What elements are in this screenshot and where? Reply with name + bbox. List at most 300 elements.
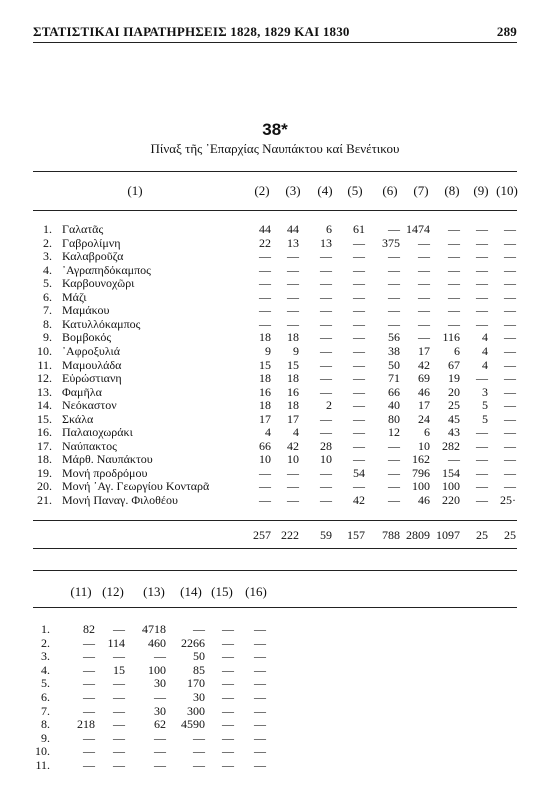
table-cell: 116	[442, 330, 460, 345]
table-cell: —	[320, 493, 332, 507]
part1-top-rule	[33, 171, 517, 172]
table-cell: 218	[77, 717, 95, 732]
table-title: Πίναξ τῆς ᾿Επαρχίας Ναυπάκτου καί Βενέτικου	[150, 141, 400, 156]
total-cell: 1097	[436, 528, 460, 542]
table-cell: —	[353, 438, 365, 453]
table-cell: —	[504, 235, 516, 250]
table-cell: —	[353, 262, 365, 277]
table-cell: —	[418, 316, 430, 331]
table-cell: —	[83, 703, 95, 718]
table-cell: —	[320, 330, 332, 345]
table-cell: 300	[187, 703, 205, 718]
row-number: 5.	[41, 676, 50, 691]
table-cell: —	[259, 289, 271, 304]
row-place-name: Γαβρολίμνη	[62, 235, 121, 250]
row-place-name: Μαμουλάδα	[62, 357, 122, 372]
row-number: 11.	[37, 357, 52, 372]
table-cell: —	[287, 316, 299, 331]
table-cell: —	[353, 452, 365, 467]
table-cell: —	[320, 357, 332, 372]
table-cell: —	[222, 730, 234, 745]
table-cell: —	[259, 493, 271, 507]
table-cell: —	[476, 222, 488, 236]
row-number: 3.	[41, 649, 50, 664]
table-cell: 375	[382, 235, 400, 250]
column-header: (5)	[347, 183, 363, 198]
total-cell: 222	[281, 528, 299, 542]
column-header: (7)	[413, 183, 429, 198]
table-cell: 3	[482, 384, 488, 399]
table-cell: —	[254, 730, 266, 745]
table-cell: 30	[154, 676, 166, 691]
table-cell: —	[254, 703, 266, 718]
table-cell: —	[353, 411, 365, 426]
row-place-name: ᾿Αφροξυλιά	[62, 343, 121, 358]
table-cell: —	[448, 289, 460, 304]
table-cell: —	[320, 479, 332, 494]
table-cell: 42	[353, 493, 365, 507]
table-cell: —	[504, 289, 516, 304]
column-header: (11)	[70, 584, 92, 599]
table-cell: —	[504, 262, 516, 277]
row-number: 10.	[37, 343, 52, 358]
table-cell: —	[448, 262, 460, 277]
table-cell: 18	[287, 371, 299, 386]
row-number: 7.	[41, 703, 50, 718]
table-cell: 170	[187, 676, 205, 691]
table-cell: —	[353, 303, 365, 318]
row-number: 9.	[43, 330, 52, 345]
total-cell: 257	[253, 528, 271, 542]
column-header: (2)	[254, 183, 270, 198]
table-cell: 44	[287, 222, 299, 236]
column-header: (4)	[317, 183, 333, 198]
table-cell: —	[504, 438, 516, 453]
table-cell: 4718	[142, 622, 166, 636]
row-number: 11.	[35, 758, 50, 772]
table-cell: 15	[259, 357, 271, 372]
table-cell: 796	[412, 465, 430, 480]
table-cell: —	[287, 276, 299, 291]
table-cell: —	[320, 465, 332, 480]
table-cell: —	[154, 649, 166, 664]
table-cell: —	[448, 235, 460, 250]
row-number: 12.	[37, 371, 52, 386]
table-cell: —	[83, 690, 95, 704]
table-cell: —	[353, 371, 365, 386]
table-cell: —	[504, 398, 516, 413]
table-cell: —	[222, 744, 234, 759]
table-cell: —	[193, 622, 205, 636]
table-cell: —	[504, 371, 516, 386]
table-cell: 56	[388, 330, 400, 345]
row-number: 1.	[41, 622, 50, 636]
table-cell: 67	[448, 357, 460, 372]
table-cell: —	[476, 262, 488, 277]
table-cell: 61	[353, 222, 365, 236]
table-cell: 10	[287, 452, 299, 467]
table-cell: 25	[448, 398, 460, 413]
table-cell: 162	[412, 452, 430, 467]
table-cell: 5	[482, 398, 488, 413]
row-place-name: Εὐρώστιανη	[62, 371, 122, 386]
table-cell: —	[113, 730, 125, 745]
table-cell: —	[418, 276, 430, 291]
part1-bottom-rule	[33, 548, 517, 549]
table-cell: 100	[412, 479, 430, 494]
table-cell: —	[448, 276, 460, 291]
table-cell: 17	[287, 411, 299, 426]
table-cell: 50	[388, 357, 400, 372]
row-place-name: Ναύπακτος	[62, 438, 117, 453]
table-cell: 25·	[500, 493, 516, 507]
table-cell: —	[476, 276, 488, 291]
table-cell: —	[222, 635, 234, 650]
table-cell: —	[259, 249, 271, 264]
column-header: (6)	[382, 183, 398, 198]
table-cell: —	[113, 703, 125, 718]
table-cell: —	[353, 425, 365, 440]
table-cell: —	[320, 303, 332, 318]
row-number: 10.	[35, 744, 50, 759]
table-cell: —	[254, 744, 266, 759]
table-cell: —	[254, 649, 266, 664]
table-cell: —	[320, 276, 332, 291]
table-cell: —	[476, 371, 488, 386]
table-cell: 50	[193, 649, 205, 664]
table-cell: —	[254, 635, 266, 650]
row-number: 2.	[43, 235, 52, 250]
table-cell: —	[259, 303, 271, 318]
table-cell: 12	[388, 425, 400, 440]
table-cell: —	[222, 649, 234, 664]
table-cell: —	[476, 465, 488, 480]
table-cell: —	[193, 730, 205, 745]
column-header: (8)	[444, 183, 460, 198]
part2-header-rule	[33, 607, 517, 608]
table-cell: —	[222, 690, 234, 704]
row-place-name: Παλαιοχωράκι	[62, 425, 133, 440]
row-number: 8.	[41, 717, 50, 732]
table-cell: 42	[418, 357, 430, 372]
row-place-name: Βομβοκός	[62, 330, 112, 345]
table-cell: —	[504, 276, 516, 291]
table-cell: —	[388, 438, 400, 453]
table-cell: —	[320, 343, 332, 358]
table-cell: 4	[293, 425, 299, 440]
table-cell: 66	[388, 384, 400, 399]
table-cell: 44	[259, 222, 271, 236]
table-cell: —	[254, 717, 266, 732]
row-number: 4.	[41, 662, 50, 677]
total-cell: 788	[382, 528, 400, 542]
table-cell: —	[353, 276, 365, 291]
table-cell: 114	[107, 635, 125, 650]
table-cell: —	[193, 744, 205, 759]
table-cell: —	[320, 384, 332, 399]
table-cell: 82	[83, 622, 95, 636]
table-cell: —	[448, 222, 460, 236]
row-place-name: Μάρθ. Ναυπάκτου	[62, 452, 153, 467]
table-cell: 13	[287, 235, 299, 250]
table-cell: 18	[259, 330, 271, 345]
table-cell: 282	[442, 438, 460, 453]
table-cell: —	[320, 371, 332, 386]
table-cell: 24	[418, 411, 430, 426]
table-cell: —	[388, 276, 400, 291]
part1-header-rule	[33, 210, 517, 211]
table-cell: 28	[320, 438, 332, 453]
column-header: (16)	[245, 584, 267, 599]
table-cell: 9	[293, 343, 299, 358]
row-place-name: Μονή Παναγ. Φιλοθέου	[62, 493, 178, 507]
table-cell: —	[388, 222, 400, 236]
running-title: ΣΤΑΤΙΣΤΙΚΑΙ ΠΑΡΑΤΗΡΗΣΕΙΣ 1828, 1829 ΚΑΙ 1830	[33, 24, 350, 39]
row-number: 18.	[37, 452, 52, 467]
table-cell: —	[476, 289, 488, 304]
table-cell: —	[476, 235, 488, 250]
row-place-name: Μονή ᾿Αγ. Γεωργίου Κονταρᾶ	[62, 479, 210, 494]
table-cell: 20	[448, 384, 460, 399]
row-place-name: Καρβουνοχῶρι	[62, 276, 135, 291]
table-cell: —	[113, 676, 125, 691]
table-cell: —	[154, 730, 166, 745]
table-cell: —	[504, 411, 516, 426]
table-cell: 4	[482, 330, 488, 345]
row-number: 5.	[43, 276, 52, 291]
table-cell: —	[504, 425, 516, 440]
column-header: (12)	[102, 584, 124, 599]
table-cell: —	[504, 357, 516, 372]
row-place-name: Νεόκαστον	[62, 398, 117, 413]
table-cell: 30	[154, 703, 166, 718]
page-number: 289	[496, 24, 517, 39]
table-cell: 30	[193, 690, 205, 704]
table-cell: —	[448, 452, 460, 467]
table-cell: 17	[259, 411, 271, 426]
table-cell: —	[254, 758, 266, 772]
table-cell: —	[448, 303, 460, 318]
table-cell: —	[259, 276, 271, 291]
table-cell: —	[287, 262, 299, 277]
table-cell: 46	[418, 493, 430, 507]
table-cell: 18	[287, 398, 299, 413]
table-cell: —	[388, 452, 400, 467]
table-cell: 18	[259, 398, 271, 413]
row-number: 7.	[43, 303, 52, 318]
table-cell: —	[388, 493, 400, 507]
table-cell: —	[476, 249, 488, 264]
table-cell: —	[388, 316, 400, 331]
table-cell: 2266	[181, 635, 205, 650]
table-cell: 16	[287, 384, 299, 399]
table-cell: 4	[265, 425, 271, 440]
table-cell: —	[418, 330, 430, 345]
column-header: (10)	[496, 183, 518, 198]
table-cell: —	[113, 744, 125, 759]
table-cell: —	[504, 316, 516, 331]
table-cell: 42	[287, 438, 299, 453]
total-cell: 157	[347, 528, 365, 542]
table-cell: —	[83, 649, 95, 664]
table-cell: —	[254, 662, 266, 677]
table-cell: —	[418, 303, 430, 318]
table-cell: —	[83, 676, 95, 691]
table-cell: —	[287, 479, 299, 494]
running-head	[33, 24, 517, 40]
table-cell: —	[320, 249, 332, 264]
table-cell: 100	[442, 479, 460, 494]
table-cell: —	[353, 330, 365, 345]
table-cell: —	[388, 465, 400, 480]
column-header: (3)	[285, 183, 301, 198]
table-cell: 154	[442, 465, 460, 480]
table-cell: 6	[326, 222, 332, 236]
table-cell: —	[320, 289, 332, 304]
table-cell: 43	[448, 425, 460, 440]
row-place-name: ᾿Αγραπηδόκαμπος	[62, 262, 151, 277]
row-number: 14.	[37, 398, 52, 413]
table-cell: —	[504, 330, 516, 345]
table-cell: 18	[287, 330, 299, 345]
row-place-name: Φαμῆλα	[62, 384, 102, 399]
table-cell: —	[222, 703, 234, 718]
table-cell: —	[353, 398, 365, 413]
table-cell: —	[504, 465, 516, 480]
table-cell: 6	[424, 425, 430, 440]
table-cell: —	[222, 676, 234, 691]
row-number: 21.	[37, 493, 52, 507]
table-cell: —	[287, 465, 299, 480]
table-cell: —	[83, 730, 95, 745]
table-cell: —	[320, 411, 332, 426]
table-cell: —	[83, 662, 95, 677]
table-cell: —	[353, 235, 365, 250]
table-cell: 4590	[181, 717, 205, 732]
table-cell: —	[504, 222, 516, 236]
table-cell: 1474	[406, 222, 430, 236]
table-cell: —	[320, 316, 332, 331]
table-cell: —	[259, 465, 271, 480]
table-cell: —	[222, 758, 234, 772]
table-cell: 460	[148, 635, 166, 650]
table-cell: —	[504, 452, 516, 467]
table-cell: 4	[482, 357, 488, 372]
row-number: 6.	[41, 690, 50, 704]
row-number: 1.	[43, 222, 52, 236]
table-cell: —	[254, 676, 266, 691]
table-cell: 54	[353, 465, 365, 480]
table-cell: —	[154, 690, 166, 704]
row-number: 16.	[37, 425, 52, 440]
table-cell: —	[353, 357, 365, 372]
table-cell: 6	[454, 343, 460, 358]
table-cell: —	[113, 622, 125, 636]
table-cell: 17	[418, 343, 430, 358]
table-cell: —	[154, 758, 166, 772]
table-cell: —	[353, 343, 365, 358]
table-cell: —	[388, 249, 400, 264]
table-cell: —	[476, 452, 488, 467]
table-cell: 71	[388, 371, 400, 386]
table-cell: 19	[448, 371, 460, 386]
column-header: (13)	[143, 584, 165, 599]
table-cell: —	[476, 316, 488, 331]
table-cell: —	[476, 479, 488, 494]
table-cell: —	[113, 758, 125, 772]
table-cell: —	[388, 303, 400, 318]
row-number: 17.	[37, 438, 52, 453]
table-cell: —	[83, 635, 95, 650]
table-cell: —	[504, 384, 516, 399]
table-cell: 10	[418, 438, 430, 453]
row-number: 2.	[41, 635, 50, 650]
row-number: 4.	[43, 262, 52, 277]
table-number: 38*	[262, 120, 288, 139]
table-cell: —	[353, 316, 365, 331]
table-cell: —	[353, 249, 365, 264]
table-cell: —	[287, 289, 299, 304]
table-cell: —	[476, 303, 488, 318]
table-cell: 38	[388, 343, 400, 358]
total-cell: 25	[504, 528, 516, 542]
table-cell: —	[388, 262, 400, 277]
table-cell: 15	[287, 357, 299, 372]
row-place-name: Γαλατᾶς	[62, 222, 104, 236]
table-cell: 62	[154, 717, 166, 732]
table-cell: —	[254, 690, 266, 704]
total-cell: 59	[320, 528, 332, 542]
table-cell: —	[222, 717, 234, 732]
table-cell: 10	[259, 452, 271, 467]
table-cell: 17	[418, 398, 430, 413]
row-place-name: Σκάλα	[62, 411, 94, 426]
table-cell: 22	[259, 235, 271, 250]
table-cell: —	[418, 235, 430, 250]
table-cell: —	[448, 316, 460, 331]
row-place-name: Καλαβροῦζα	[62, 249, 124, 264]
row-place-name: Κατυλλόκαμπος	[62, 316, 141, 331]
column-header: (9)	[473, 183, 489, 198]
table-cell: —	[418, 289, 430, 304]
row-place-name: Μονή προδρόμου	[62, 465, 148, 480]
table-cell: —	[504, 479, 516, 494]
row-number: 8.	[43, 316, 52, 331]
table-cell: —	[83, 758, 95, 772]
table-cell: —	[476, 493, 488, 507]
column-header: (1)	[127, 183, 143, 198]
table-cell: —	[476, 438, 488, 453]
table-cell: —	[113, 649, 125, 664]
table-cell: —	[154, 744, 166, 759]
row-number: 15.	[37, 411, 52, 426]
table-cell: —	[353, 384, 365, 399]
table-cell: —	[287, 493, 299, 507]
row-number: 19.	[37, 465, 52, 480]
table-cell: 220	[442, 493, 460, 507]
total-cell: 25	[476, 528, 488, 542]
table-cell: 2	[326, 398, 332, 413]
table-cell: —	[320, 425, 332, 440]
table-cell: 16	[259, 384, 271, 399]
table-cell: 46	[418, 384, 430, 399]
part1-totals-rule	[33, 520, 517, 521]
table-cell: 13	[320, 235, 332, 250]
row-number: 6.	[43, 289, 52, 304]
table-cell: —	[353, 479, 365, 494]
table-cell: —	[418, 262, 430, 277]
table-cell: —	[353, 289, 365, 304]
